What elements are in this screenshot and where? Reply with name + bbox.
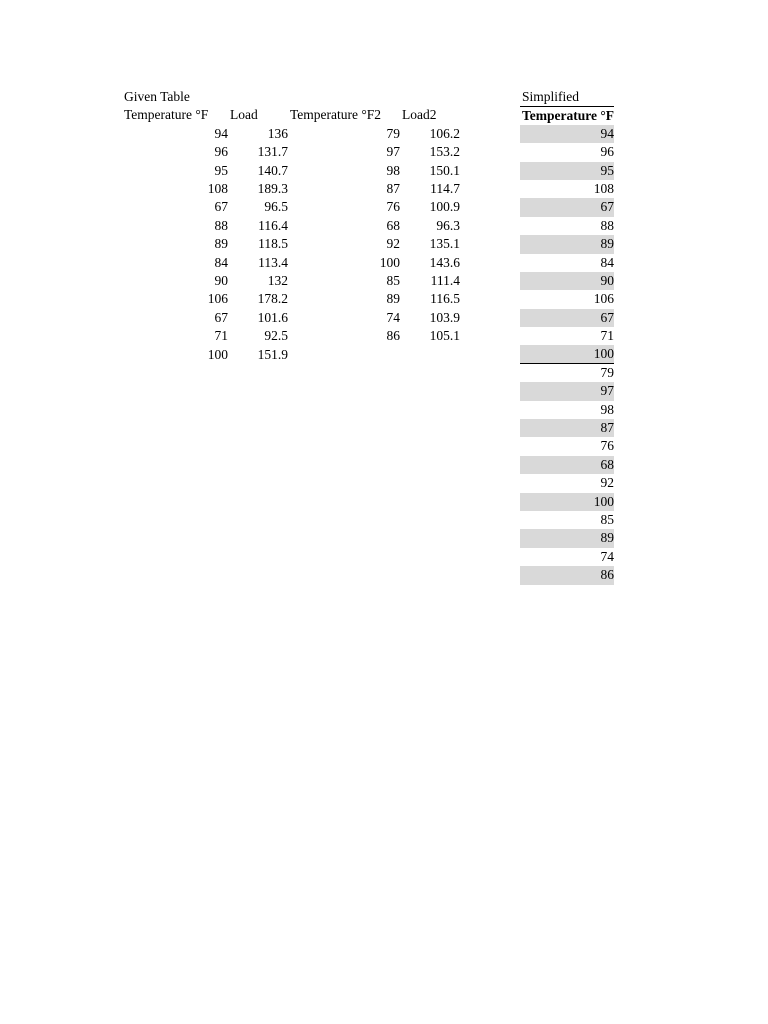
- given-temp-cell: 88: [214, 217, 228, 233]
- given-load-cell: 151.9: [257, 346, 288, 362]
- given-load-cell: 101.6: [257, 309, 288, 325]
- given-temp-cell: 67: [214, 199, 228, 215]
- given-load2-cell: 111.4: [430, 273, 460, 288]
- given-load-cell: 178.2: [257, 291, 288, 307]
- given-temp-header: Temperature °F: [124, 107, 209, 123]
- simplified-temp-cell: 79: [600, 364, 614, 380]
- simplified-table-title: Simplified: [522, 89, 579, 104]
- given-load2-cell: 106.2: [429, 125, 460, 141]
- simplified-temp-cell: 97: [520, 382, 614, 400]
- simplified-temp-cell: 92: [600, 475, 614, 491]
- given-temp-cell: 71: [214, 328, 228, 344]
- given-load2-cell: 105.1: [429, 328, 460, 344]
- given-load2-cell: 153.2: [429, 144, 460, 160]
- simplified-temp-cell: 90: [520, 272, 614, 290]
- simplified-temp-cell: 87: [520, 419, 614, 437]
- simplified-temp-cell: 86: [520, 566, 614, 584]
- given-temp-cell: 67: [214, 309, 228, 325]
- given-temp-cell: 96: [214, 144, 228, 160]
- simplified-temp-cell: 100: [520, 345, 614, 363]
- given-temp2-cell: 85: [386, 273, 400, 288]
- simplified-temp-cell: 108: [593, 180, 614, 196]
- simplified-temp-cell: 89: [520, 235, 614, 253]
- simplified-temp-cell: 88: [600, 217, 614, 233]
- given-temp2-header: Temperature °F2: [290, 107, 382, 123]
- given-load2-cell: 150.1: [429, 162, 460, 178]
- simplified-temp-cell: 95: [520, 162, 614, 180]
- simplified-temp-cell: 84: [600, 254, 614, 270]
- given-temp2-cell: 98: [386, 162, 400, 178]
- given-load2-cell: 114.7: [430, 181, 460, 196]
- given-temp-cell: 106: [207, 291, 228, 307]
- given-temp2-cell: 76: [386, 199, 400, 215]
- given-temp2-cell: 97: [386, 144, 400, 160]
- given-temp-cell: 84: [214, 254, 228, 270]
- given-load-header: Load: [230, 107, 258, 123]
- given-load2-cell: 116.5: [430, 291, 460, 307]
- given-load2-cell: 96.3: [436, 217, 460, 233]
- given-temp2-cell: 87: [386, 181, 400, 196]
- simplified-temp-cell: 71: [600, 328, 614, 344]
- given-temp-cell: 90: [214, 273, 228, 288]
- given-temp2-cell: 100: [379, 254, 400, 270]
- given-temp2-cell: 68: [386, 217, 400, 233]
- given-load2-cell: 135.1: [429, 236, 460, 252]
- given-temp-cell: 108: [207, 181, 228, 196]
- given-load2-cell: 103.9: [429, 309, 460, 325]
- given-temp2-cell: 92: [386, 236, 400, 252]
- simplified-temp-cell: 106: [593, 291, 614, 307]
- simplified-temp-cell: 85: [600, 512, 614, 527]
- given-load-cell: 140.7: [257, 162, 288, 178]
- given-temp2-cell: 86: [386, 328, 400, 344]
- simplified-temp-cell: 98: [600, 401, 614, 417]
- given-load2-cell: 100.9: [429, 199, 460, 215]
- given-load-cell: 118.5: [258, 236, 288, 252]
- simplified-table: [520, 88, 614, 608]
- given-temp-cell: 95: [214, 162, 228, 178]
- given-load-cell: 96.5: [264, 199, 288, 215]
- given-load-cell: 132: [267, 273, 288, 288]
- given-temp2-cell: 79: [386, 125, 400, 141]
- simplified-temp-cell: 94: [520, 125, 614, 143]
- given-load-cell: 189.3: [257, 181, 288, 196]
- simplified-temp-cell: 100: [520, 493, 614, 511]
- simplified-temp-cell: 89: [520, 529, 614, 547]
- given-temp-cell: 94: [214, 125, 228, 141]
- given-load-cell: 113.4: [258, 254, 288, 270]
- given-load-cell: 92.5: [264, 328, 288, 344]
- given-temp2-cell: 89: [386, 291, 400, 307]
- given-temp-cell: 100: [207, 346, 228, 362]
- given-table-title: Given Table: [124, 89, 190, 104]
- given-load2-cell: 143.6: [429, 254, 460, 270]
- given-load-cell: 116.4: [258, 217, 288, 233]
- simplified-temp-cell: 76: [600, 438, 614, 454]
- simplified-temp-cell: 68: [520, 456, 614, 474]
- given-load-cell: 136: [267, 125, 288, 141]
- given-temp-cell: 89: [214, 236, 228, 252]
- simplified-temp-cell: 96: [600, 144, 614, 160]
- given-load-cell: 131.7: [257, 144, 288, 160]
- simplified-table-body: [520, 125, 614, 585]
- simplified-temp-header: Temperature °F: [522, 108, 614, 124]
- simplified-temp-cell: 67: [520, 198, 614, 216]
- given-temp2-cell: 74: [386, 309, 400, 325]
- simplified-temp-cell: 67: [520, 309, 614, 327]
- simplified-temp-cell: 74: [600, 548, 614, 564]
- given-load2-header: Load2: [402, 107, 437, 123]
